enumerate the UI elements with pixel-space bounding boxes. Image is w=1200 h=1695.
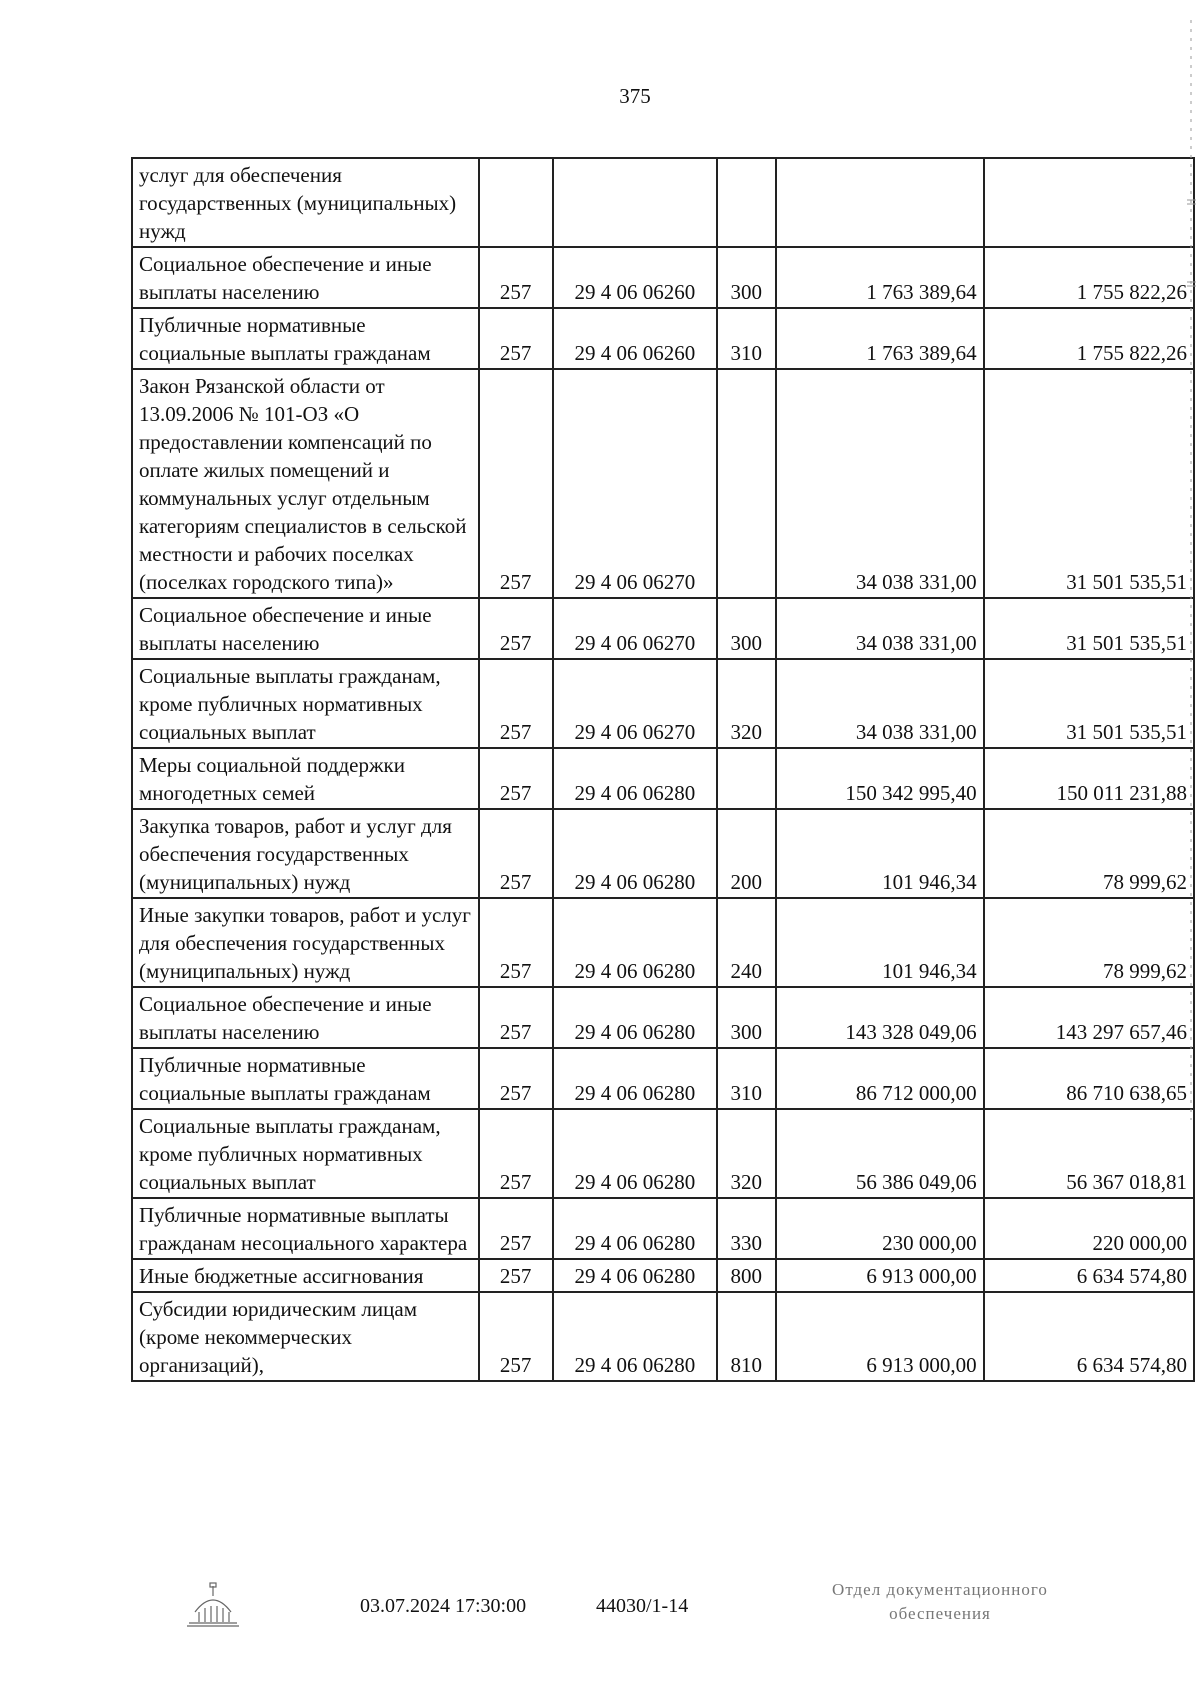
cell-expense-type bbox=[717, 158, 776, 247]
cell-expense-type: 810 bbox=[717, 1292, 776, 1381]
cell-executed-amount: 220 000,00 bbox=[984, 1198, 1194, 1259]
cell-expense-type bbox=[717, 369, 776, 598]
cell-target-article: 29 4 06 06270 bbox=[553, 598, 717, 659]
cell-executed-amount: 143 297 657,46 bbox=[984, 987, 1194, 1048]
cell-executed-amount: 150 011 231,88 bbox=[984, 748, 1194, 809]
table-row bbox=[132, 158, 1194, 247]
cell-name: Публичные нормативные социальные выплаты гражданам bbox=[132, 308, 479, 369]
cell-admin-code: 257 bbox=[479, 748, 553, 809]
cell-admin-code bbox=[479, 158, 553, 247]
table-row bbox=[132, 748, 1194, 809]
table-row bbox=[132, 598, 1194, 659]
cell-executed-amount: 6 634 574,80 bbox=[984, 1292, 1194, 1381]
footer-document-number: 44030/1-14 bbox=[596, 1595, 689, 1617]
cell-expense-type: 330 bbox=[717, 1198, 776, 1259]
scan-edge-marks bbox=[1184, 20, 1198, 1120]
cell-planned-amount: 6 913 000,00 bbox=[776, 1259, 984, 1292]
cell-expense-type: 300 bbox=[717, 598, 776, 659]
cell-planned-amount: 143 328 049,06 bbox=[776, 987, 984, 1048]
cell-executed-amount: 78 999,62 bbox=[984, 898, 1194, 987]
cell-executed-amount: 78 999,62 bbox=[984, 809, 1194, 898]
cell-expense-type: 320 bbox=[717, 1109, 776, 1198]
cell-expense-type: 300 bbox=[717, 247, 776, 308]
cell-name: Меры социальной поддержки многодетных семей bbox=[132, 748, 479, 809]
table-row bbox=[132, 659, 1194, 748]
cell-name: услуг для обеспечения государственных (муниципальных) нужд bbox=[132, 158, 479, 247]
cell-expense-type: 310 bbox=[717, 1048, 776, 1109]
cell-name: Социальное обеспечение и иные выплаты населению bbox=[132, 987, 479, 1048]
cell-executed-amount: 6 634 574,80 bbox=[984, 1259, 1194, 1292]
cell-name: Социальное обеспечение и иные выплаты населению bbox=[132, 598, 479, 659]
table-row bbox=[132, 1109, 1194, 1198]
stamp-line-2: обеспечения bbox=[889, 1604, 991, 1623]
cell-admin-code: 257 bbox=[479, 308, 553, 369]
cell-admin-code: 257 bbox=[479, 247, 553, 308]
cell-target-article: 29 4 06 06260 bbox=[553, 247, 717, 308]
cell-name: Социальные выплаты гражданам, кроме публичных нормативных социальных выплат bbox=[132, 659, 479, 748]
cell-target-article: 29 4 06 06260 bbox=[553, 308, 717, 369]
cell-name: Социальное обеспечение и иные выплаты населению bbox=[132, 247, 479, 308]
cell-name: Иные бюджетные ассигнования bbox=[132, 1259, 479, 1292]
cell-executed-amount bbox=[984, 158, 1194, 247]
cell-name: Социальные выплаты гражданам, кроме публичных нормативных социальных выплат bbox=[132, 1109, 479, 1198]
cell-executed-amount: 56 367 018,81 bbox=[984, 1109, 1194, 1198]
cell-expense-type: 200 bbox=[717, 809, 776, 898]
department-stamp bbox=[790, 1578, 1090, 1626]
cell-executed-amount: 1 755 822,26 bbox=[984, 308, 1194, 369]
table-row bbox=[132, 809, 1194, 898]
cell-expense-type: 800 bbox=[717, 1259, 776, 1292]
cell-target-article: 29 4 06 06280 bbox=[553, 987, 717, 1048]
cell-name: Иные закупки товаров, работ и услуг для обеспечения государственных (муниципальных) нужд bbox=[132, 898, 479, 987]
cell-admin-code: 257 bbox=[479, 659, 553, 748]
cell-name: Закон Рязанской области от 13.09.2006 № 101-ОЗ «О предоставлении компенсаций по оплате жилых помещений и коммунальных услуг отдельным категориям специалистов в сельской местности и рабочих поселках (поселках городского типа)» bbox=[132, 369, 479, 598]
cell-planned-amount: 56 386 049,06 bbox=[776, 1109, 984, 1198]
cell-admin-code: 257 bbox=[479, 898, 553, 987]
cell-planned-amount: 34 038 331,00 bbox=[776, 659, 984, 748]
cell-planned-amount: 101 946,34 bbox=[776, 809, 984, 898]
table-row bbox=[132, 1198, 1194, 1259]
cell-name: Субсидии юридическим лицам (кроме некоммерческих организаций), bbox=[132, 1292, 479, 1381]
table-body bbox=[132, 158, 1194, 1381]
table-row bbox=[132, 898, 1194, 987]
cell-admin-code: 257 bbox=[479, 369, 553, 598]
cell-planned-amount: 86 712 000,00 bbox=[776, 1048, 984, 1109]
cell-expense-type bbox=[717, 748, 776, 809]
cell-expense-type: 300 bbox=[717, 987, 776, 1048]
cell-target-article: 29 4 06 06280 bbox=[553, 1048, 717, 1109]
cell-planned-amount: 230 000,00 bbox=[776, 1198, 984, 1259]
cell-name: Публичные нормативные выплаты гражданам несоциального характера bbox=[132, 1198, 479, 1259]
cell-name: Закупка товаров, работ и услуг для обеспечения государственных (муниципальных) нужд bbox=[132, 809, 479, 898]
budget-table bbox=[131, 157, 1195, 1382]
cell-executed-amount: 86 710 638,65 bbox=[984, 1048, 1194, 1109]
footer-timestamp: 03.07.2024 17:30:00 bbox=[360, 1595, 527, 1617]
cell-planned-amount: 101 946,34 bbox=[776, 898, 984, 987]
cell-expense-type: 310 bbox=[717, 308, 776, 369]
table-row bbox=[132, 1292, 1194, 1381]
cell-target-article: 29 4 06 06270 bbox=[553, 659, 717, 748]
cell-admin-code: 257 bbox=[479, 809, 553, 898]
cell-executed-amount: 31 501 535,51 bbox=[984, 659, 1194, 748]
cell-admin-code: 257 bbox=[479, 1109, 553, 1198]
table-row bbox=[132, 247, 1194, 308]
cell-executed-amount: 31 501 535,51 bbox=[984, 598, 1194, 659]
cell-target-article: 29 4 06 06280 bbox=[553, 898, 717, 987]
cell-admin-code: 257 bbox=[479, 1198, 553, 1259]
cell-target-article: 29 4 06 06280 bbox=[553, 1259, 717, 1292]
cell-executed-amount: 1 755 822,26 bbox=[984, 247, 1194, 308]
cell-planned-amount: 34 038 331,00 bbox=[776, 369, 984, 598]
stamp-line-1: Отдел документационного bbox=[832, 1580, 1048, 1599]
cell-planned-amount: 1 763 389,64 bbox=[776, 308, 984, 369]
cell-planned-amount bbox=[776, 158, 984, 247]
cell-name: Публичные нормативные социальные выплаты гражданам bbox=[132, 1048, 479, 1109]
cell-target-article: 29 4 06 06270 bbox=[553, 369, 717, 598]
cell-planned-amount: 150 342 995,40 bbox=[776, 748, 984, 809]
cell-planned-amount: 1 763 389,64 bbox=[776, 247, 984, 308]
cell-target-article: 29 4 06 06280 bbox=[553, 1109, 717, 1198]
table-row bbox=[132, 1048, 1194, 1109]
page-number: 375 bbox=[619, 84, 651, 108]
cell-target-article: 29 4 06 06280 bbox=[553, 1292, 717, 1381]
cell-target-article bbox=[553, 158, 717, 247]
table-row bbox=[132, 987, 1194, 1048]
cell-admin-code: 257 bbox=[479, 1292, 553, 1381]
cell-target-article: 29 4 06 06280 bbox=[553, 748, 717, 809]
cell-admin-code: 257 bbox=[479, 1048, 553, 1109]
cell-executed-amount: 31 501 535,51 bbox=[984, 369, 1194, 598]
table-row bbox=[132, 1259, 1194, 1292]
cell-admin-code: 257 bbox=[479, 1259, 553, 1292]
table-row bbox=[132, 308, 1194, 369]
cell-admin-code: 257 bbox=[479, 598, 553, 659]
cell-target-article: 29 4 06 06280 bbox=[553, 809, 717, 898]
cell-planned-amount: 34 038 331,00 bbox=[776, 598, 984, 659]
cell-expense-type: 320 bbox=[717, 659, 776, 748]
cell-target-article: 29 4 06 06280 bbox=[553, 1198, 717, 1259]
cell-planned-amount: 6 913 000,00 bbox=[776, 1292, 984, 1381]
cell-expense-type: 240 bbox=[717, 898, 776, 987]
duma-building-logo-icon bbox=[185, 1582, 241, 1633]
cell-admin-code: 257 bbox=[479, 987, 553, 1048]
table-row bbox=[132, 369, 1194, 598]
